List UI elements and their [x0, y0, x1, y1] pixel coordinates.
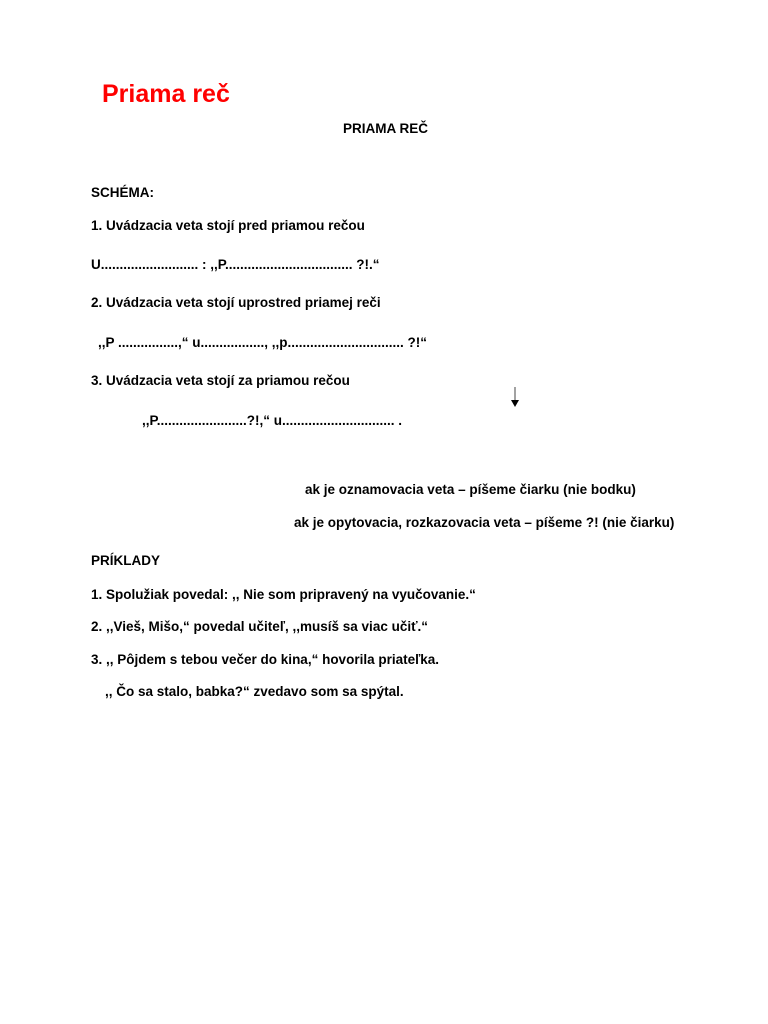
examples-label: PRÍKLADY — [91, 553, 161, 568]
schema-note-comma: ak je oznamovacia veta – píšeme čiarku (nie bodku) — [305, 482, 636, 497]
schema-rule-1: 1. Uvádzacia veta stojí pred priamou rečou — [91, 218, 365, 233]
schema-pattern-1: U.......................... : ,,P.................................. ?!.“ — [91, 257, 380, 272]
document-heading: PRIAMA REČ — [343, 121, 429, 136]
schema-label: SCHÉMA: — [91, 185, 154, 200]
example-3: 3. ,, Pôjdem s tebou večer do kina,“ hovorila priateľka. — [91, 652, 440, 667]
schema-pattern-3: ,,P........................?!,“ u.............................. . — [142, 413, 403, 428]
schema-note-question: ak je opytovacia, rozkazovacia veta – píšeme ?! (nie čiarku) — [294, 515, 675, 530]
arrow-down-icon — [508, 386, 522, 410]
example-1: 1. Spolužiak povedal: ,, Nie som pripravený na vyučovanie.“ — [91, 587, 476, 602]
schema-pattern-2: ,,P ................,“ u................., ,,p............................... ?!“ — [98, 335, 428, 350]
schema-rule-3: 3. Uvádzacia veta stojí za priamou rečou — [91, 373, 350, 388]
example-2: 2. ,,Vieš, Mišo,“ povedal učiteľ, ,,musíš sa viac učiť.“ — [91, 619, 429, 634]
page-title: Priama reč — [102, 80, 230, 108]
example-4: ,, Čo sa stalo, babka?“ zvedavo som sa spýtal. — [105, 684, 404, 699]
schema-rule-2: 2. Uvádzacia veta stojí uprostred priamej reči — [91, 295, 381, 310]
